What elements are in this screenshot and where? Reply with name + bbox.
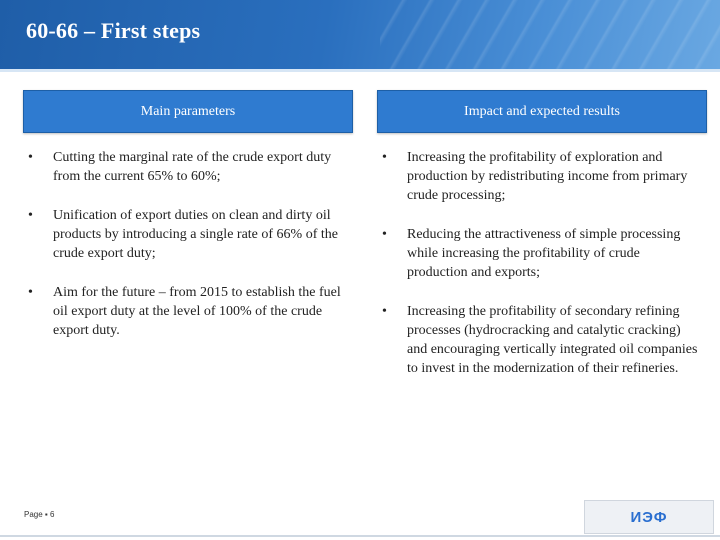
page-number: Page ▪ 6 xyxy=(24,510,55,519)
list-item-text: Increasing the profitability of secondary refining processes (hydrocracking and catalytic cracking) and encouraging vertically integrated oil companies to invest in the modernization of their refineries. xyxy=(407,304,698,376)
column-heading-label: Main parameters xyxy=(140,103,236,119)
footer-divider xyxy=(0,535,720,537)
list-item xyxy=(28,283,350,340)
organization-logo xyxy=(584,500,714,534)
list-item-text: Aim for the future – from 2015 to establish the fuel oil export duty at the level of 100% of the crude export duty. xyxy=(53,285,341,338)
bullet-icon: • xyxy=(382,227,387,242)
main-parameters-list xyxy=(28,148,350,360)
list-item-text: Cutting the marginal rate of the crude export duty from the current 65% to 60%; xyxy=(53,150,332,184)
list-item xyxy=(382,148,700,205)
impact-results-list xyxy=(382,148,700,398)
title-banner xyxy=(0,0,720,72)
column-heading-label: Impact and expected results xyxy=(464,103,620,119)
list-item xyxy=(382,302,700,378)
list-item-text: Unification of export duties on clean and dirty oil products by introducing a single rate of 66% of the crude export duty; xyxy=(53,208,338,261)
logo-text: ИЭФ xyxy=(630,508,668,526)
bullet-icon: • xyxy=(28,285,33,300)
list-item-text: Increasing the profitability of exploration and production by redistributing income from primary crude processing; xyxy=(407,150,688,203)
bullet-icon: • xyxy=(28,208,33,223)
list-item-text: Reducing the attractiveness of simple processing while increasing the profitability of crude production and exports; xyxy=(407,227,681,280)
bullet-icon: • xyxy=(28,150,33,165)
banner-decoration xyxy=(380,0,720,72)
slide-title: 60-66 – First steps xyxy=(26,18,201,43)
column-heading-main-parameters xyxy=(23,90,353,133)
list-item xyxy=(28,206,350,263)
list-item xyxy=(382,225,700,282)
bullet-icon: • xyxy=(382,150,387,165)
column-heading-impact xyxy=(377,90,707,133)
banner-rule xyxy=(0,69,720,72)
list-item xyxy=(28,148,350,186)
bullet-icon: • xyxy=(382,304,387,319)
